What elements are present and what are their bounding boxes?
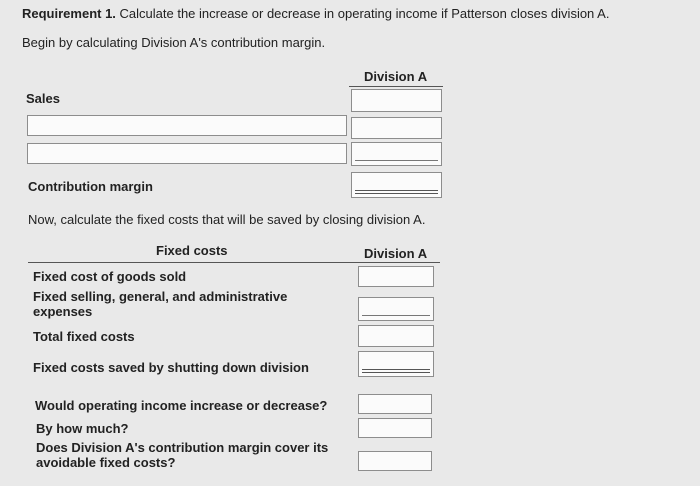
fixed-sga-label: Fixed selling, general, and administrative expenses (33, 289, 288, 319)
fixed-cogs-input[interactable] (358, 266, 434, 287)
sales-amount-input[interactable] (351, 89, 442, 112)
cm-line-1-amount-input[interactable] (351, 117, 442, 139)
cm-line-2-amount-input[interactable] (351, 142, 442, 166)
step1-instruction: Begin by calculating Division A's contribution margin. (22, 35, 326, 50)
fixed-header-underline (28, 262, 440, 263)
total-fixed-costs-input[interactable] (358, 325, 434, 347)
fixed-costs-column-header: Fixed costs (156, 243, 228, 258)
cm-column-header: Division A (364, 69, 428, 84)
by-how-much-input[interactable] (358, 418, 432, 438)
contribution-margin-input[interactable] (351, 172, 442, 198)
fixed-costs-saved-input[interactable] (358, 351, 434, 377)
cm-line-2-label-select[interactable] (27, 143, 347, 164)
question-by-how-much: By how much? (36, 421, 129, 436)
fixed-sga-input[interactable] (358, 297, 434, 321)
cm-header-underline (349, 86, 443, 87)
sales-label: Sales (26, 91, 60, 106)
contribution-margin-label: Contribution margin (28, 179, 153, 194)
requirement-heading (22, 6, 609, 21)
requirement-label: Requirement 1. (22, 6, 116, 21)
increase-decrease-select[interactable] (358, 394, 432, 414)
fixed-cogs-label: Fixed cost of goods sold (33, 269, 187, 284)
question-cm-covers-fixed: Does Division A's contribution margin cover its avoidable fixed costs? (36, 440, 329, 470)
question-increase-decrease: Would operating income increase or decrease? (35, 398, 328, 413)
fixed-costs-saved-label: Fixed costs saved by shutting down division (33, 360, 309, 375)
cm-line-1-label-select[interactable] (27, 115, 347, 136)
requirement-text: Calculate the increase or decrease in operating income if Patterson closes division A. (115, 6, 610, 21)
cm-covers-fixed-select[interactable] (358, 451, 432, 471)
fixed-division-column-header: Division A (364, 246, 428, 261)
fixed-costs-instruction: Now, calculate the fixed costs that will be saved by closing division A. (28, 212, 426, 227)
total-fixed-costs-label: Total fixed costs (33, 329, 135, 344)
